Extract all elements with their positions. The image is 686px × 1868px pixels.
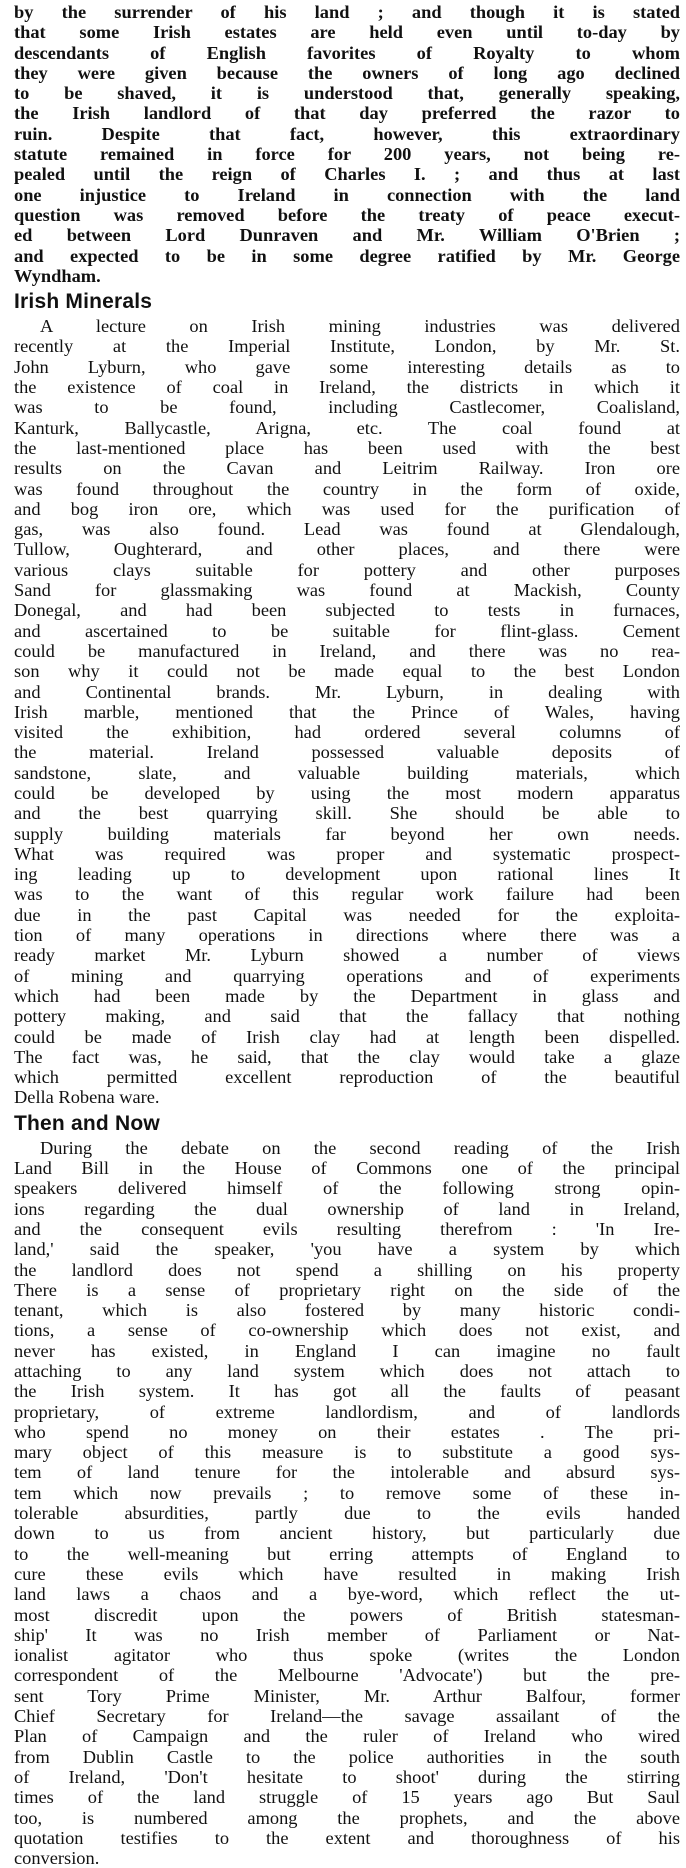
text-line: was to be found, including Castlecomer, Coalisland, [14, 397, 680, 418]
text-line: proprietary, of extreme landlordism, and of landlords [14, 1401, 680, 1422]
text-line: to be shaved, it is understood that, generally speaking, [14, 83, 680, 104]
text-line: the material. Ireland possessed valuable deposits of [14, 742, 680, 763]
text-line: tenant, which is also fostered by many historic condi- [14, 1300, 680, 1321]
text-line: results on the Cavan and Leitrim Railway. Iron ore [14, 458, 680, 479]
text-line: ed between Lord Dunraven and Mr. William O'Brien ; [14, 225, 680, 246]
text-line: by the surrender of his land ; and though it is stated [14, 2, 680, 22]
text-line: visited the exhibition, had ordered several columns of [14, 722, 680, 743]
text-line: tions, a sense of co-ownership which does not exist, and [14, 1320, 680, 1341]
text-line: recently at the Imperial Institute, London, by Mr. St. [14, 336, 680, 357]
text-line: ruin. Despite that fact, however, this extraordinary [14, 123, 680, 144]
text-line: could be made of Irish clay had at length been dispelled. [14, 1026, 680, 1047]
text-line: question was removed before the treaty of peace execut- [14, 204, 680, 225]
text-line: Kanturk, Ballycastle, Arigna, etc. The coal found at [14, 417, 680, 438]
text-line: the Irish landlord of that day preferred the razor to [14, 103, 680, 124]
text-line: from Dublin Castle to the police authorities in the south [14, 1746, 680, 1767]
text-line: most discredit upon the powers of British statesman- [14, 1604, 680, 1625]
text-line: and bog iron ore, which was used for the purification of [14, 498, 680, 519]
text-line: was found throughout the country in the form of oxide, [14, 478, 680, 499]
text-line: sandstone, slate, and valuable building materials, which [14, 762, 680, 783]
article-body [14, 2, 680, 1868]
text-line: down to us from ancient history, but particularly due [14, 1523, 680, 1544]
text-line: pealed until the reign of Charles I. ; and thus at last [14, 164, 680, 185]
text-line: due in the past Capital was needed for the exploita- [14, 904, 680, 925]
text-line: mary object of this measure is to substitute a good sys- [14, 1442, 680, 1463]
text-line: who spend no money on their estates . The pri- [14, 1421, 680, 1442]
text-line: Chief Secretary for Ireland—the savage assailant of the [14, 1706, 680, 1727]
text-line: John Lyburn, who gave some interesting details as to [14, 356, 680, 377]
text-line: the Irish system. It has got all the faults of peasant [14, 1381, 680, 1402]
text-line: supply building materials far beyond her own needs. [14, 823, 680, 844]
text-line: descendants of English favorites of Royalty to whom [14, 42, 680, 63]
text-line: various clays suitable for pottery and other purposes [14, 559, 680, 580]
text-line: statute remained in force for 200 years, not being re- [14, 144, 680, 165]
text-line: gas, was also found. Lead was found at Glendalough, [14, 519, 680, 540]
text-line: that some Irish estates are held even until to-day by [14, 22, 680, 43]
text-line: Irish marble, mentioned that the Prince of Wales, having [14, 701, 680, 722]
text-line: to the well-meaning but erring attempts of England to [14, 1543, 680, 1564]
text-line: tion of many operations in directions where there was a [14, 925, 680, 946]
text-line: conversion. [14, 1848, 100, 1868]
text-line: correspondent of the Melbourne 'Advocate') but the pre- [14, 1665, 680, 1686]
section-heading: Then and Now [14, 1111, 160, 1135]
text-line: could be developed by using the most modern apparatus [14, 782, 680, 803]
text-line: land laws a chaos and a bye-word, which reflect the ut- [14, 1584, 680, 1605]
text-line: Wyndham. [14, 265, 101, 286]
text-line: ship' It was no Irish member of Parliament or Nat- [14, 1624, 680, 1645]
text-line: pottery making, and said that the fallacy that nothing [14, 1006, 680, 1027]
text-line: What was required was proper and systematic prospect- [14, 843, 680, 864]
text-line: Donegal, and had been subjected to tests in furnaces, [14, 600, 680, 621]
article-paragraph [14, 2, 680, 286]
text-line: and the best quarrying skill. She should be able to [14, 803, 680, 824]
text-line: ready market Mr. Lyburn showed a number of views [14, 945, 680, 966]
text-line: son why it could not be made equal to the best London [14, 661, 680, 682]
text-line: ing leading up to development upon rational lines It [14, 864, 680, 885]
text-line: The fact was, he said, that the clay would take a glaze [14, 1046, 680, 1067]
text-line: Sand for glassmaking was found at Mackish, County [14, 580, 680, 601]
text-line: There is a sense of proprietary right on the side of the [14, 1279, 680, 1300]
text-line: Plan of Campaign and the ruler of Ireland who wired [14, 1726, 680, 1747]
text-line: ions regarding the dual ownership of land in Ireland, [14, 1198, 680, 1219]
text-line: Della Robena ware. [14, 1087, 160, 1108]
text-line: too, is numbered among the prophets, and the above [14, 1807, 680, 1828]
text-line: Tullow, Oughterard, and other places, and there were [14, 539, 680, 560]
text-line: of Ireland, 'Don't hesitate to shoot' during the stirring [14, 1766, 680, 1787]
text-line: tem which now prevails ; to remove some of these in- [14, 1482, 680, 1503]
text-line: which permitted excellent reproduction of the beautiful [14, 1067, 680, 1088]
text-line: the last-mentioned place has been used with the best [14, 437, 680, 458]
text-line: attaching to any land system which does not attach to [14, 1361, 680, 1381]
text-line: times of the land struggle of 15 years ago But Saul [14, 1787, 680, 1808]
section-heading: Irish Minerals [14, 290, 153, 314]
text-line: A lecture on Irish mining industries was delivered [40, 316, 680, 337]
text-line: ionalist agitator who thus spoke (writes the London [14, 1645, 680, 1666]
text-line: was to the want of this regular work failure had been [14, 884, 680, 905]
text-line: tolerable absurdities, partly due to the evils handed [14, 1503, 680, 1524]
text-line: one injustice to Ireland in connection with the land [14, 184, 680, 205]
text-line: the landlord does not spend a shilling on his property [14, 1259, 680, 1280]
text-line: and ascertained to be suitable for flint-glass. Cement [14, 620, 680, 641]
text-line: and the consequent evils resulting therefrom : 'In Ire- [14, 1218, 680, 1239]
text-line: the existence of coal in Ireland, the districts in which it [14, 377, 680, 398]
text-line: land,' said the speaker, 'you have a system by which [14, 1239, 680, 1260]
text-line: they were given because the owners of long ago declined [14, 62, 680, 83]
text-line: and expected to be in some degree ratified by Mr. George [14, 245, 680, 266]
text-line: During the debate on the second reading of the Irish [40, 1137, 680, 1158]
text-line: sent Tory Prime Minister, Mr. Arthur Balfour, former [14, 1685, 680, 1706]
text-line: and Continental brands. Mr. Lyburn, in dealing with [14, 681, 680, 702]
text-line: of mining and quarrying operations and of experiments [14, 965, 680, 986]
text-line: quotation testifies to the extent and thoroughness of his [14, 1827, 680, 1848]
article-paragraph [14, 316, 680, 1108]
text-line: could be manufactured in Ireland, and there was no rea- [14, 640, 680, 661]
text-line: tem of land tenure for the intolerable and absurd sys- [14, 1462, 680, 1483]
text-line: which had been made by the Department in glass and [14, 985, 680, 1006]
text-line: cure these evils which have resulted in making Irish [14, 1563, 680, 1584]
article-paragraph [14, 1138, 680, 1868]
text-line: speakers delivered himself of the following strong opin- [14, 1178, 680, 1199]
text-line: Land Bill in the House of Commons one of the principal [14, 1158, 680, 1179]
text-line: never has existed, in England I can imagine no fault [14, 1340, 680, 1361]
